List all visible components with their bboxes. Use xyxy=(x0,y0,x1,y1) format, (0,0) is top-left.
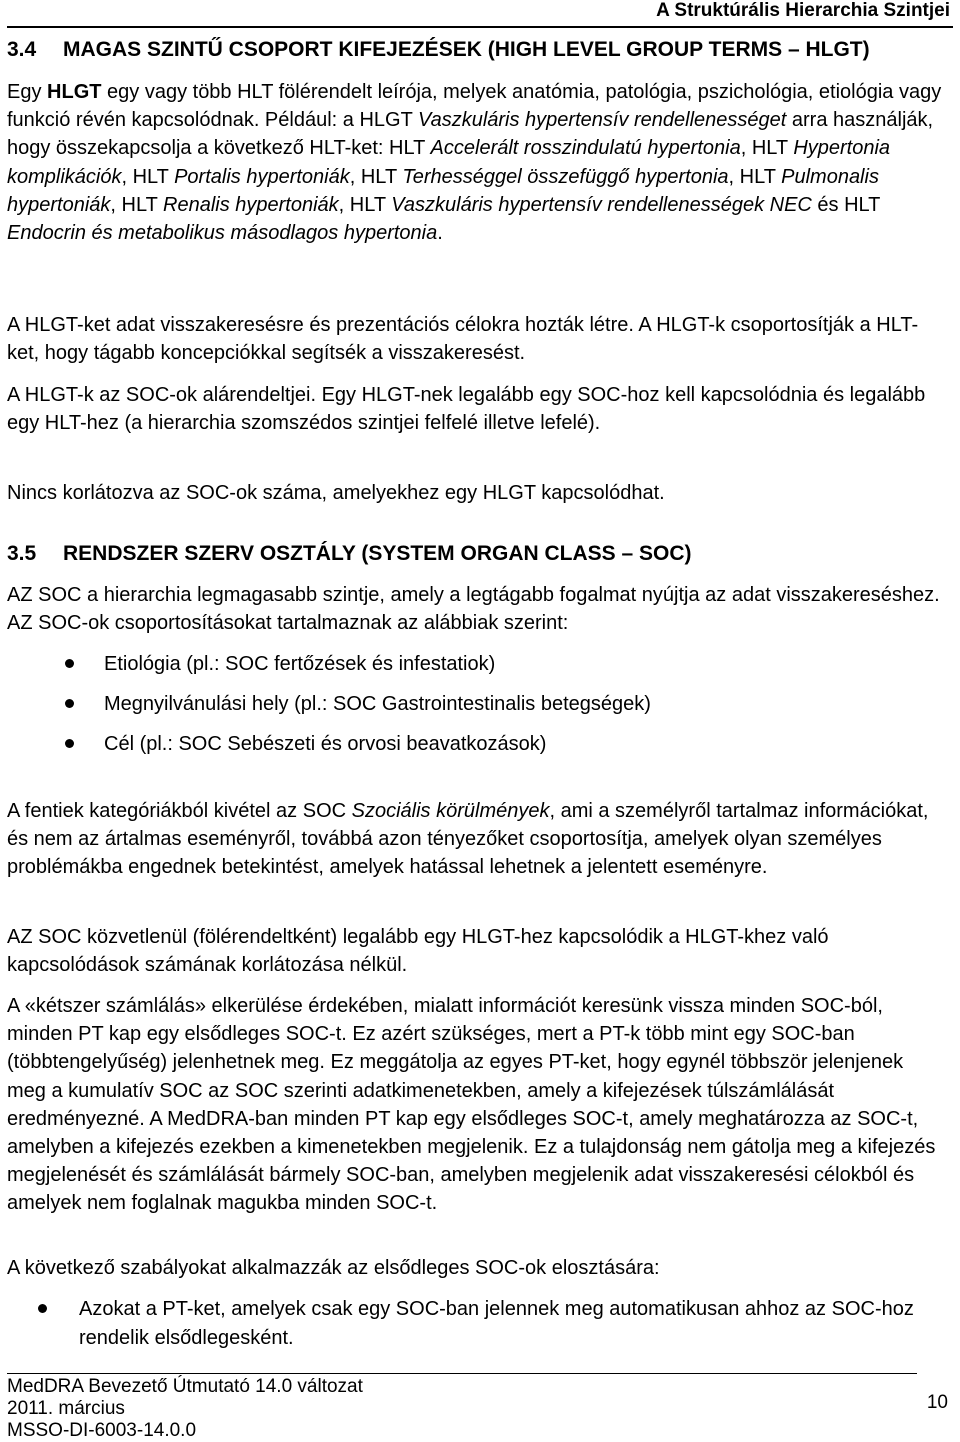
bullet-icon xyxy=(65,739,74,748)
section-number: 3.4 xyxy=(7,38,37,61)
running-header: A Struktúrális Hierarchia Szintjei xyxy=(656,0,950,21)
header-rule xyxy=(7,26,953,28)
section-heading-3-5 xyxy=(7,540,943,568)
paragraph-hlgt-definition: Egy HLGT egy vagy több HLT fölérendelt leírója, melyek anatómia, patológia, pszichológia, etiológia vagy funkció révén kapcsolódnak. Például: a HLGT Vaszkuláris hypertensív rendellenességet arra használják, hogy összekapcsolja a következő HLT-ket: HLT Accelerált rosszindulatú hypertonia, HLT Hypertonia komplikációk, HLT Portalis hypertoniák, HLT Terhességgel összefüggő hypertonia, HLT Pulmonalis hypertoniák, HLT Renalis hypertoniák, HLT Vaszkuláris hypertensív rendellenességek NEC és HLT Endocrin és metabolikus másodlagos hypertonia. xyxy=(7,81,942,245)
footer-date: 2011. március xyxy=(7,1398,125,1419)
bullet-icon xyxy=(65,699,74,708)
bullet-icon xyxy=(65,659,74,668)
paragraph-hlgt-purpose: A HLGT-ket adat visszakeresésre és prezentációs célokra hozták létre. A HLGT-k csoportosítják a HLT-ket, hogy tágabb koncepciókkal segítsék a visszakeresést. xyxy=(7,314,919,365)
section-title: RENDSZER SZERV OSZTÁLY (SYSTEM ORGAN CLASS – SOC) xyxy=(63,542,692,565)
section-title: MAGAS SZINTŰ CSOPORT KIFEJEZÉSEK (HIGH LEVEL GROUP TERMS – HLGT) xyxy=(63,38,870,61)
paragraph-hlgt-subordinate: A HLGT-k az SOC-ok alárendeltjei. Egy HLGT-nek legalább egy SOC-hoz kell kapcsolódnia és legalább egy HLT-hez (a hierarchia szomszédos szintjei felfelé illetve lefelé). xyxy=(7,384,926,435)
page-number: 10 xyxy=(926,1392,948,1413)
section-heading-3-4 xyxy=(7,36,943,64)
footer-document-info xyxy=(7,1376,363,1442)
paragraph-primary-soc: A «kétszer számlálás» elkerülése érdekében, mialatt információt keresünk vissza minden SOC-ból, minden PT kap egy elsődleges SOC-t. Ez azért szükséges, mert a PT-k több mint egy SOC-ban (többtengelyűség) jelenhetnek meg. Ez meggátolja az egyes PT-ket, hogy egynél többször jelenjenek meg a kumulatív SOC az SOC szerinti adatkimenetekben, amely a kifejezések túlszámlálását eredményezné. A MedDRA-ban minden PT kap egy elsődleges SOC-t, amely meghatározza az SOC-t, amelyben a kifejezés ezekben a kimenetekben megjelenik. Ez a tulajdonság nem gátolja meg a kifejezés megjelenését és számlálását bármely SOC-ban, amelyben megjelenik adat visszakeresési célokból és amelyek nem foglalnak magukba minden SOC-t. xyxy=(7,995,936,1215)
paragraph-soc-definition: AZ SOC a hierarchia legmagasabb szintje, amely a legtágabb fogalmat nyújtja az adat visszakereséshez. AZ SOC-ok csoportosításokat tartalmaznak az alábbiak szerint: xyxy=(7,584,940,635)
bullet-icon xyxy=(38,1304,47,1313)
paragraph-rules-intro: A következő szabályokat alkalmazzák az elsődleges SOC-ok elosztására: xyxy=(7,1257,660,1279)
footer-title: MedDRA Bevezető Útmutató 14.0 változat xyxy=(7,1376,363,1397)
paragraph-hlgt-soc-count: Nincs korlátozva az SOC-ok száma, amelyekhez egy HLGT kapcsolódhat. xyxy=(7,482,665,504)
paragraph-social-circumstances: A fentiek kategóriákból kivétel az SOC Szociális körülmények, ami a személyről tartalmaz információkat, és nem az ártalmas eseményről, továbbá azon tényezőket csoportosítja, amelyek olyan személyes problémákba engednek betekintést, amelyek hatással lehetnek a jelentett eseményre. xyxy=(7,800,929,879)
section-number: 3.5 xyxy=(7,542,37,565)
paragraph-soc-hlgt-link: AZ SOC közvetlenül (fölérendeltként) legalább egy HLGT-hez kapcsolódik a HLGT-khez való kapcsolódások számának korlátozása nélkül. xyxy=(7,926,829,977)
footer-rule xyxy=(7,1373,917,1374)
footer-doc-id: MSSO-DI-6003-14.0.0 xyxy=(7,1420,197,1441)
